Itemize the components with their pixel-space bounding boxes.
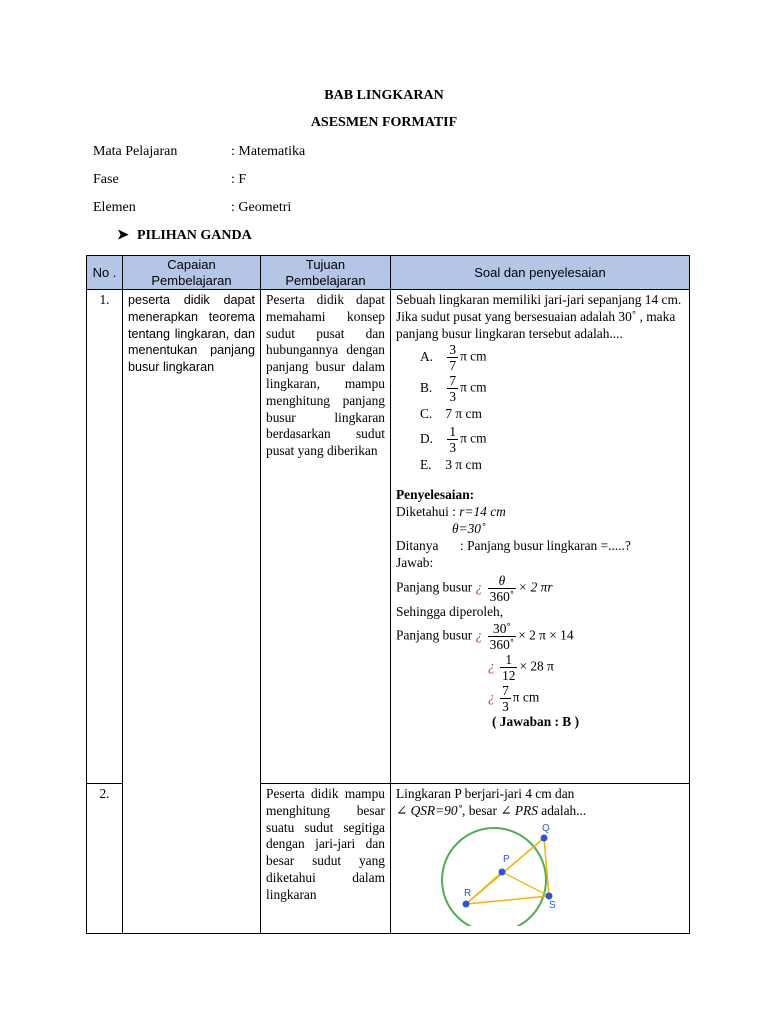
answer-label: Jawab: [396,554,434,570]
header-soal: Soal dan penyelesaian [391,256,690,290]
chord-rs [466,896,549,904]
doc-title: BAB LINGKARAN [324,88,444,103]
fraction: $\frac{7}{3}$ [502,683,509,715]
meta-value-element: : Geometri [231,200,292,215]
step3-line: ¿ $\frac{7}{3}$ π cm [488,683,540,715]
option-b: B. $\frac{7}{3}$ π cm [420,373,487,405]
fraction: $\frac{1}{3}$ [449,424,457,456]
known-line: Diketahui : r=14 cm [396,504,506,520]
soal-cell [391,290,690,784]
meta-label-element: Elemen [93,200,136,215]
point-p [499,868,506,875]
formula-line: Panjang busur ¿ $\frac{\theta}{360˚}$ × 2 πr [396,573,553,605]
meta-label-phase: Fase [93,172,119,187]
label-r: R [464,887,472,899]
soal-cell [391,784,690,934]
row-no: 2. [87,784,123,934]
header-tujuan: Tujuan Pembelajaran [261,256,391,290]
circle-figure [430,822,560,926]
fraction: $\frac{\theta}{360˚}$ [489,573,515,605]
fraction: $\frac{7}{3}$ [449,373,457,405]
asked-line: Ditanya : Panjang busur lingkaran =.....? [396,537,631,553]
tujuan-cell: Peserta didik dapat memahami konsep sudut pusat dan hubungannya dengan panjang busur dalam lingkaran, mampu menghitung panjang busur lingkaran berdasarkan sudut pusat yang diberikan [261,290,391,784]
tujuan-cell: Peserta didik mampu menghitung besar suatu sudut segitiga dengan jari-jari dan besar sudut yang diketahui dalam lingkaran [261,784,391,934]
header-no: No . [87,256,123,290]
radius-ps [502,872,549,896]
known-theta: θ=30˚ [452,520,486,536]
fraction: $\frac{3}{7}$ [449,342,457,374]
option-d: D. $\frac{1}{3}$ π cm [420,424,487,456]
meta-label-subject: Mata Pelajaran [93,144,178,159]
arrow-bullet-icon: ➤ [117,228,129,243]
solution-heading: Penyelesaian: [396,487,475,503]
point-q [541,834,548,841]
fraction: $\frac{1}{12}$ [502,652,516,684]
point-r [463,900,470,907]
hence-text: Sehingga diperoleh, [396,604,504,620]
step2-line: ¿ $\frac{1}{12}$ × 28 π [488,652,554,684]
question-text: Sebuah lingkaran memiliki jari-jari sepanjang 14 cm. Jika sudut pusat yang bersesuaian adalah 30˚ , maka panjang busur lingkaran tersebut adalah.... [396,292,682,341]
label-s: S [549,899,556,911]
capaian-cell [123,290,261,934]
circle-outline [442,828,546,926]
step1-line: Panjang busur ¿ $\frac{30˚}{360˚}$ × 2 π × 14 [396,621,574,653]
question-line-1: Lingkaran P berjari-jari 4 cm dan [396,786,575,801]
doc-subtitle: ASESMEN FORMATIF [310,115,458,130]
label-q: Q [542,822,550,834]
assessment-table [86,255,690,934]
point-s [546,892,553,899]
section-title: PILIHAN GANDA [137,228,252,243]
table-header-row [87,256,690,290]
label-p: P [503,853,510,865]
table-row [87,290,690,784]
meta-value-subject: : Matematika [231,144,306,159]
option-e: E. 3 π cm [420,457,482,473]
option-c: C. 7 π cm [420,406,482,422]
fraction: $\frac{30˚}{360˚}$ [489,621,515,653]
row-no: 1. [87,290,123,784]
option-a: A. $\frac{3}{7}$ π cm [420,342,487,374]
section-heading [117,227,252,244]
capaian-text: peserta didik dapat menerapkan teorema tentang lingkaran, dan menentukan panjang busur lingkaran [128,293,255,375]
header-capaian: Capaian Pembelajaran [123,256,261,290]
question-line-2: ∠ QSR=90˚, besar ∠ PRS adalah... [396,802,587,818]
meta-value-phase: : F [231,172,247,187]
radius-pr [466,872,502,904]
answer-key: ( Jawaban : B ) [492,714,580,730]
